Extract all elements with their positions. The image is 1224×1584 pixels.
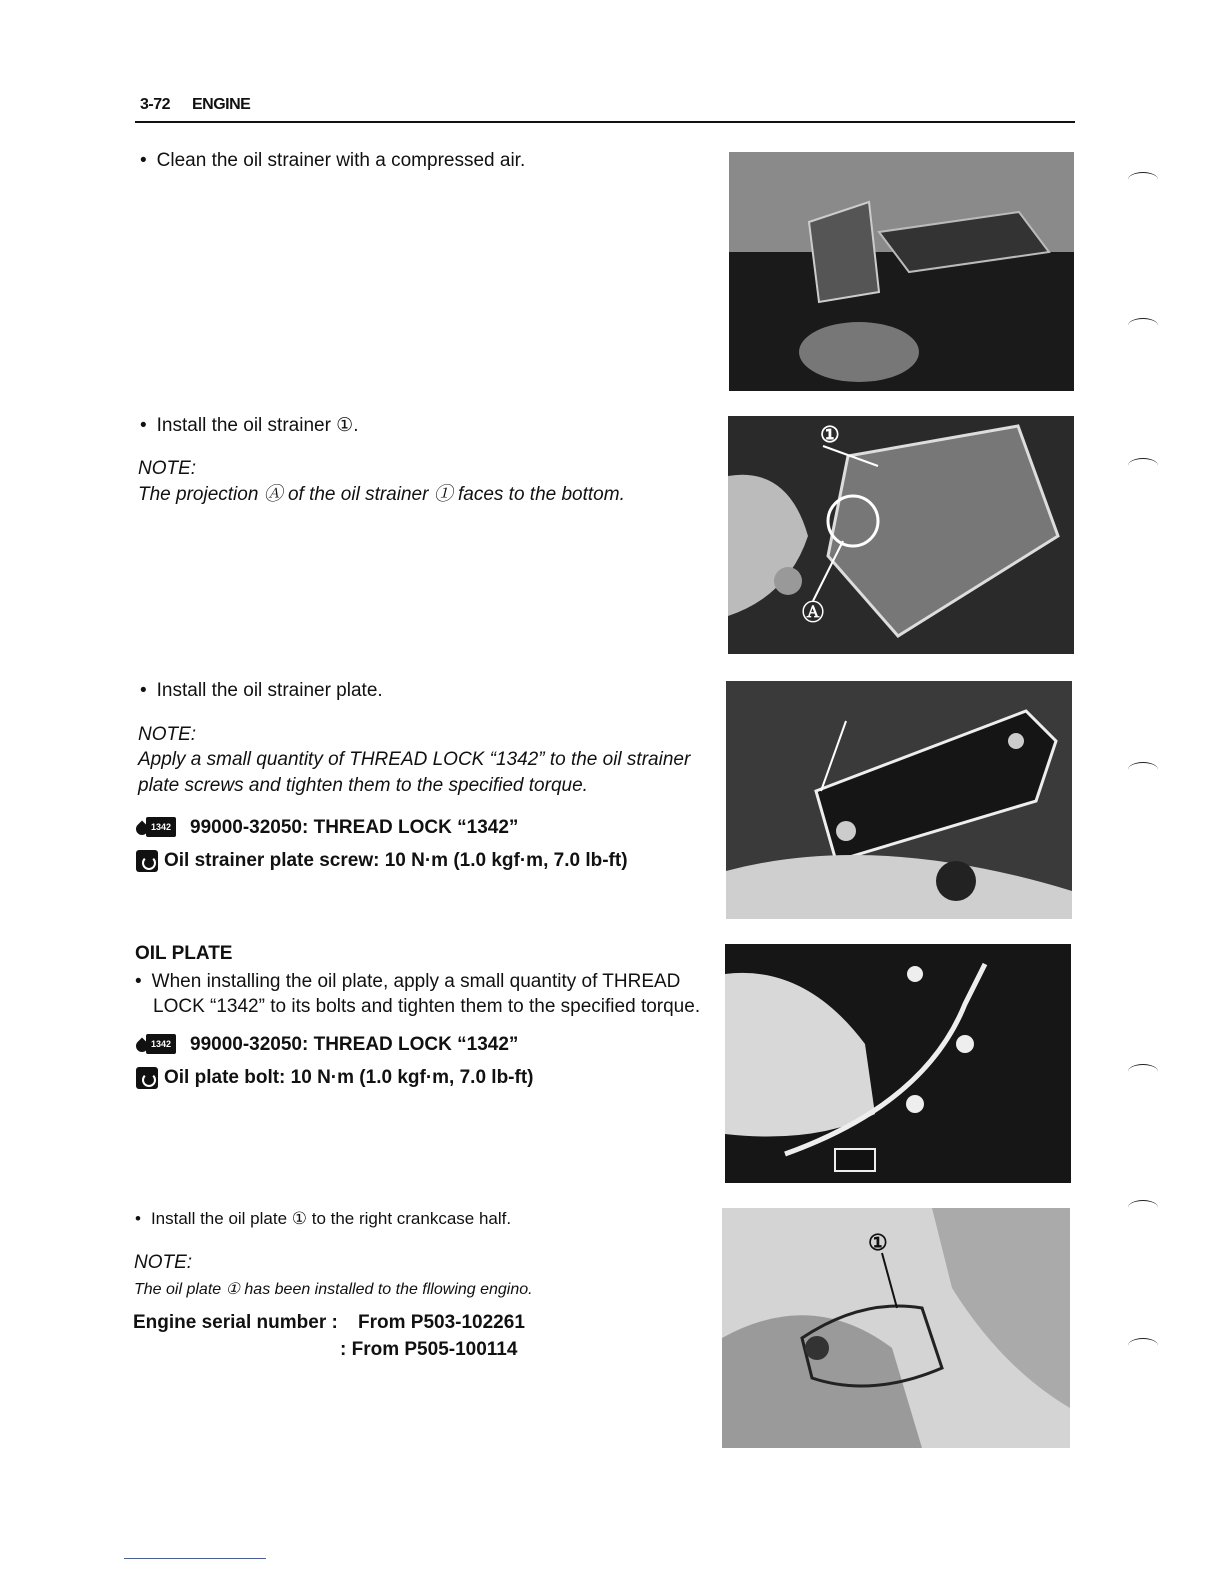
torque-wrench-icon — [136, 1067, 158, 1089]
step-install-strainer: • Install the oil strainer ①. — [140, 414, 359, 437]
margin-mark — [1128, 458, 1158, 473]
step-oil-plate-line-2: LOCK “1342” to its bolts and tighten them to the specified torque. — [153, 996, 701, 1017]
thread-lock-icon: 1342 — [136, 817, 176, 839]
step-oil-plate-line-1: • When installing the oil plate, apply a small quantity of THREAD — [135, 971, 680, 993]
thread-lock-text: 99000-32050: THREAD LOCK “1342” — [190, 1034, 519, 1055]
note-text-line-2: plate screws and tighten them to the specified torque. — [138, 775, 588, 796]
margin-mark — [1128, 1200, 1158, 1215]
serial-number-label: Engine serial number : — [133, 1312, 338, 1333]
note-heading: NOTE: — [134, 1252, 193, 1273]
torque-text: Oil strainer plate screw: 10 N·m (1.0 kgf·m, 7.0 lb-ft) — [164, 850, 628, 871]
photo-install-plate — [726, 681, 1072, 919]
note-heading: NOTE: — [138, 724, 197, 745]
step-install-plate: • Install the oil strainer plate. — [140, 680, 383, 702]
header-rule — [135, 121, 1075, 123]
note-text: The oil plate ① has been installed to the fllowing engino. — [134, 1281, 533, 1298]
photo-install-strainer — [728, 416, 1074, 654]
step-clean-strainer: • Clean the oil strainer with a compressed air. — [140, 150, 525, 172]
note-heading: NOTE: — [138, 458, 197, 479]
margin-mark — [1128, 172, 1158, 187]
footer-line — [124, 1558, 266, 1559]
margin-mark — [1128, 762, 1158, 777]
torque-spec — [136, 1067, 533, 1089]
margin-mark — [1128, 318, 1158, 333]
note-text-line-1: Apply a small quantity of THREAD LOCK “1342” to the oil strainer — [138, 749, 691, 770]
oil-plate-heading: OIL PLATE — [135, 943, 233, 964]
thread-lock-spec — [136, 1034, 518, 1056]
page-number: 3-72 — [140, 96, 171, 113]
step-install-oil-plate: • Install the oil plate ① to the right crankcase half. — [135, 1209, 511, 1229]
torque-text: Oil plate bolt: 10 N·m (1.0 kgf·m, 7.0 lb-ft) — [164, 1067, 534, 1088]
thread-lock-icon: 1342 — [136, 1034, 176, 1056]
figure-label-a: Ⓐ — [802, 600, 825, 625]
thread-lock-spec — [136, 817, 518, 839]
page-header — [140, 96, 268, 114]
note-text: The projection Ⓐ of the oil strainer ① faces to the bottom. — [138, 484, 625, 505]
photo-oil-plate — [725, 944, 1071, 1183]
margin-mark — [1128, 1338, 1158, 1353]
serial-number-1: From P503-102261 — [358, 1312, 525, 1333]
torque-spec — [136, 850, 628, 872]
section-title: ENGINE — [191, 96, 251, 113]
thread-lock-text: 99000-32050: THREAD LOCK “1342” — [190, 817, 519, 838]
serial-number-2: : From P505-100114 — [340, 1339, 518, 1360]
figure-label-1: ① — [868, 1230, 888, 1255]
margin-mark — [1128, 1064, 1158, 1079]
photo-clean-strainer — [729, 152, 1074, 391]
torque-wrench-icon — [136, 850, 158, 872]
photo-crankcase — [722, 1208, 1070, 1448]
figure-label-1: ① — [820, 422, 840, 447]
